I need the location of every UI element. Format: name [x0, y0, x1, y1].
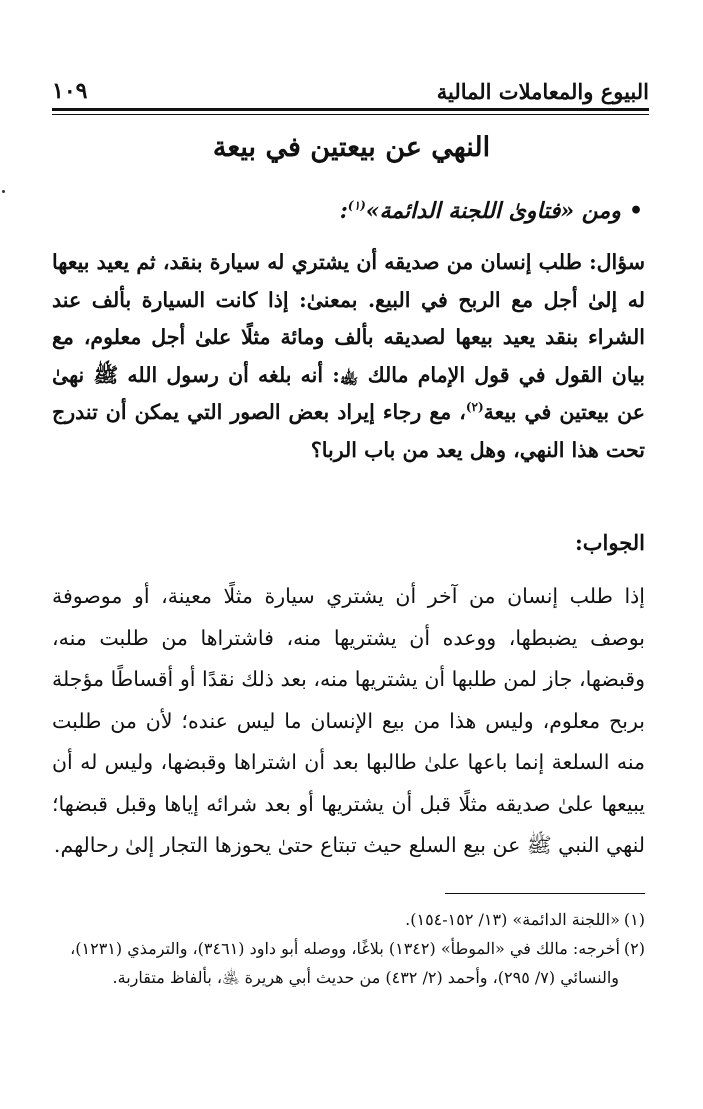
running-title: البيوع والمعاملات المالية: [436, 79, 649, 104]
footnote-1: [52, 905, 645, 934]
chapter-title: النهي عن بيعتين في بيعة: [212, 132, 491, 163]
answer-label: الجواب:: [575, 530, 645, 555]
footnote-number: (٢): [623, 939, 645, 958]
question-paragraph: [52, 244, 645, 469]
header-rule: [52, 108, 649, 115]
footnote-rule: [445, 893, 645, 894]
page-header: [52, 64, 649, 104]
page-number: ١٠٩: [52, 78, 88, 104]
scan-speck: [2, 190, 5, 193]
source-text: ومن «فتاوىٰ اللجنة الدائمة»: [365, 198, 621, 224]
footnote-marker-1: (١): [347, 198, 366, 213]
footnote-2: [52, 934, 645, 992]
source-colon: :: [339, 198, 348, 224]
question-text: سؤال: طلب إنسان من صديقه أن يشتري له سيارة بنقد، ثم يعيد بيعها له إلىٰ أجل مع الربح في البيع. بمعنىٰ: إذا كانت السيارة بألف عند الشراء بنقد يعيد بيعها لصديقه بألف ومائة مثلًا علىٰ أجل معلوم، مع بيان القول في قول الإمام مالك ﵀: أنه بلغه أن رسول الله ﷺ نهىٰ عن بيعتين في بيعة: [52, 250, 645, 424]
footnote-marker-2: (٢): [465, 400, 484, 415]
question-text-after: ، مع رجاء إيراد بعض الصور التي يمكن أن تندرج تحت هذا النهي، وهل يعد من باب الربا؟: [52, 400, 645, 462]
source-line: [80, 198, 643, 224]
footnotes: [52, 905, 645, 992]
footnote-text: أخرجه: مالك في «الموطأ» (١٣٤٢) بلاغًا، ووصله أبو داود (٣٤٦١)، والترمذي (١٢٣١)، والنسائي (٧/ ٢٩٥)، وأحمد (٢/ ٤٣٢) من حديث أبي هريرة ﵁، بألفاظ متقاربة.: [70, 939, 620, 987]
footnote-text: «اللجنة الدائمة» (١٣/ ١٥٢-١٥٤).: [405, 910, 620, 929]
footnote-number: (١): [623, 910, 645, 929]
answer-paragraph: إذا طلب إنسان من آخر أن يشتري سيارة مثلًا معينة، أو موصوفة بوصف يضبطها، ووعده أن يشتريها منه، فاشتراها من طلبت منه، وقبضها، جاز لمن طلبها أن يشتريها منه، بعد ذلك نقدًا أو أقساطًا مؤجلة بربح معلوم، وليس هذا من بيع الإنسان ما ليس عنده؛ لأن من طلبت منه السلعة إنما باعها علىٰ طالبها بعد أن اشتراها وقبضها، وليس له أن يبيعها علىٰ صديقه مثلًا قبل أن يشتريها أو بعد شرائه إياها وقبل قبضها؛ لنهي النبي ﷺ عن بيع السلع حيث تبتاع حتىٰ يحوزها التجار إلىٰ رحالهم.: [52, 584, 645, 857]
bullet-icon: •: [628, 198, 643, 224]
